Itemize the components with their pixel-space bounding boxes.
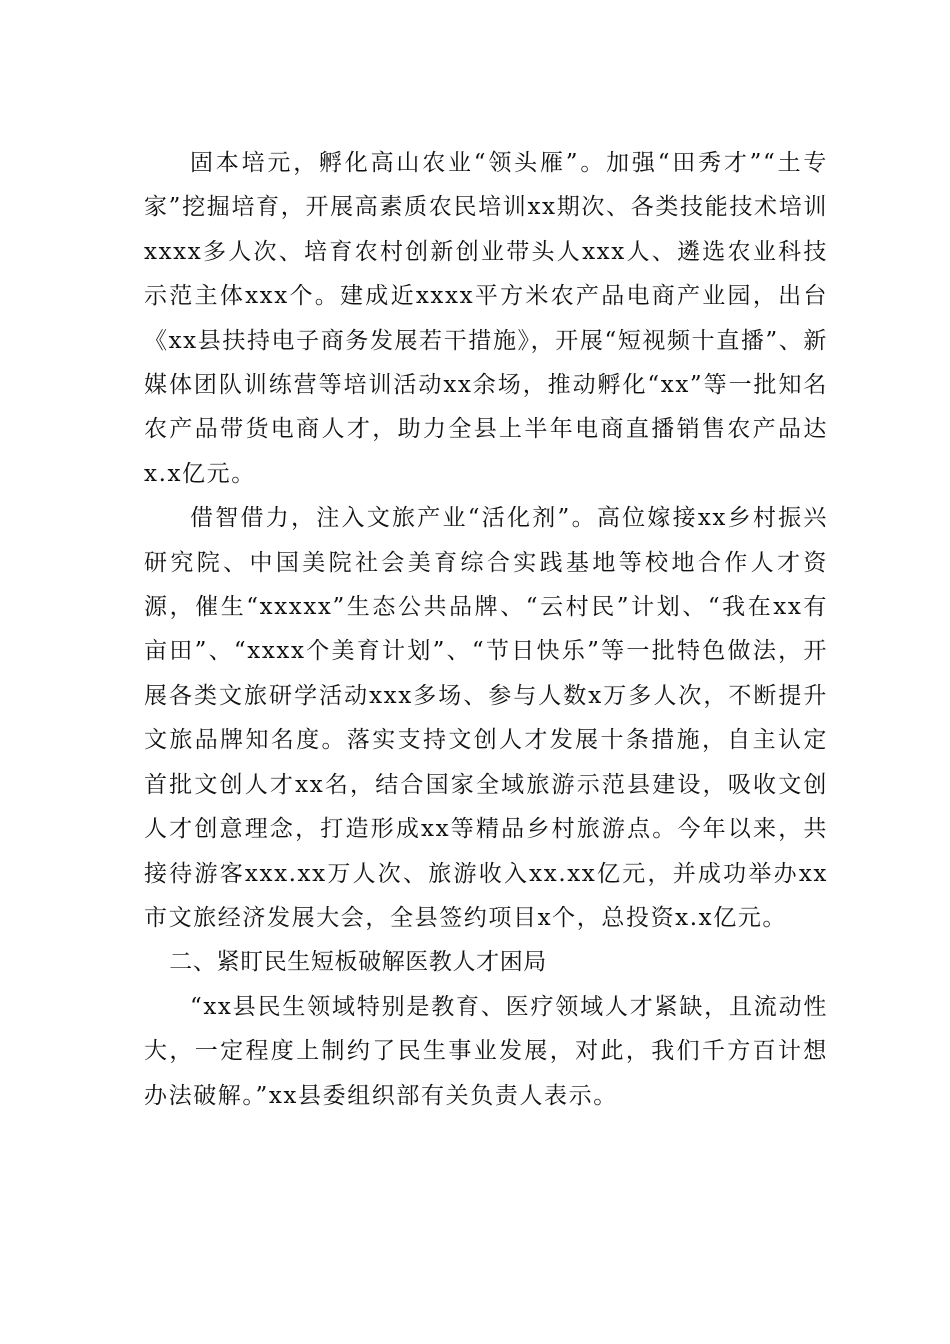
document-body — [144, 141, 828, 1118]
paragraph-agriculture-talent: 固本培元，孵化高山农业“领头雁”。加强“田秀才”“土专家”挖掘培育，开展高素质农民培训xx期次、各类技能技术培训xxxx多人次、培育农村创新创业带头人xxx人、遴选农业科技示范主体xxx个。建成近xxxx平方米农产品电商产业园，出台《xx县扶持电子商务发展若干措施》，开展“短视频十直播”、新媒体团队训练营等培训活动xx余场，推动孵化“xx”等一批知名农产品带货电商人才，助力全县上半年电商直播销售农产品达x.x亿元。 — [144, 150, 828, 487]
section-heading: 二、紧盯民生短板破解医教人才困局 — [169, 949, 547, 976]
paragraph-official-quote: “xx县民生领域特别是教育、医疗领域人才紧缺，且流动性大，一定程度上制约了民生事业发展，对此，我们千方百计想办法破解。”xx县委组织部有关负责人表示。 — [144, 993, 828, 1109]
paragraph-culture-tourism-talent: 借智借力，注入文旅产业“活化剂”。高位嫁接xx乡村振兴研究院、中国美院社会美育综合实践基地等校地合作人才资源，催生“xxxxx”生态公共品牌、“云村民”计划、“我在xx有亩田”、“xxxx个美育计划”、“节日快乐”等一批特色做法，开展各类文旅研学活动xxx多场、参与人数x万多人次，不断提升文旅品牌知名度。落实支持文创人才发展十条措施，自主认定首批文创人才xx名，结合国家全域旅游示范县建设，吸收文创人才创意理念，打造形成xx等精品乡村旅游点。今年以来，共接待游客xxx.xx万人次、旅游收入xx.xx亿元，并成功举办xx市文旅经济发展大会，全县签约项目x个，总投资x.x亿元。 — [144, 505, 828, 931]
